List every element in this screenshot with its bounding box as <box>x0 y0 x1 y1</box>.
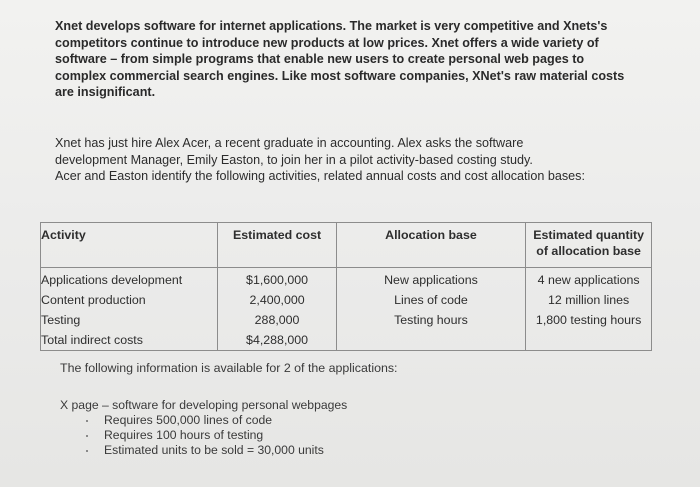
quantity-cell: 12 million lines <box>547 293 630 307</box>
cost-column <box>218 268 336 351</box>
base-cell: New applications <box>384 273 478 287</box>
activity-cell: Content production <box>41 293 146 307</box>
xpage-list <box>86 413 324 458</box>
cost-cell: 2,400,000 <box>249 293 305 307</box>
header-allocation-base: Allocation base <box>336 223 526 268</box>
list-item-text: Requires 100 hours of testing <box>104 428 264 442</box>
xpage-title: X page – software for developing personal webpages <box>60 398 348 412</box>
bullet-icon <box>86 435 88 437</box>
activity-table <box>40 222 652 351</box>
cost-cell: $1,600,000 <box>246 273 309 287</box>
quantity-column <box>526 268 652 351</box>
quantity-cell: 4 new applications <box>537 273 640 287</box>
info-intro: The following information is available for 2 of the applications: <box>60 361 398 375</box>
cost-cell: 288,000 <box>254 313 300 327</box>
header-estimated-quantity: Estimated quantity of allocation base <box>526 223 652 268</box>
text-line: Xnet develops software for internet applications. The market is very competitive and Xnets's <box>55 19 608 33</box>
header-activity: Activity <box>41 223 218 268</box>
table-row <box>41 268 652 351</box>
bullet-icon <box>86 420 88 422</box>
bullet-icon <box>86 450 88 452</box>
list-item <box>86 428 324 443</box>
list-item <box>86 413 324 428</box>
quantity-cell: 1,800 testing hours <box>535 313 642 327</box>
cost-cell: $4,288,000 <box>246 333 309 347</box>
list-item <box>86 443 324 458</box>
text-line: software – from simple programs that enable new users to create personal web pages to <box>55 52 585 67</box>
text-line: Xnet has just hire Alex Acer, a recent graduate in accounting. Alex asks the software <box>55 136 524 150</box>
text-line: Acer and Easton identify the following activities, related annual costs and cost allocation bases: <box>55 169 585 184</box>
text-line: development Manager, Emily Easton, to join her in a pilot activity-based costing study. <box>55 152 533 167</box>
activity-cell: Total indirect costs <box>41 333 143 347</box>
list-item-text: Requires 500,000 lines of code <box>104 413 273 427</box>
activity-cell: Testing <box>41 313 81 327</box>
base-cell: Testing hours <box>394 313 468 327</box>
text-line: are insignificant. <box>55 85 156 100</box>
list-item-text: Estimated units to be sold = 30,000 units <box>104 443 324 457</box>
activity-cell: Applications development <box>41 273 183 287</box>
base-column <box>336 268 526 351</box>
activity-column <box>41 268 218 351</box>
intro-paragraph <box>55 18 645 101</box>
header-estimated-cost: Estimated cost <box>218 223 336 268</box>
text-line: competitors continue to introduce new products at low prices. Xnet offers a wide variety of <box>55 35 599 50</box>
hire-paragraph <box>55 135 655 185</box>
table-header-row <box>41 223 652 268</box>
text-line: complex commercial search engines. Like most software companies, XNet's raw material costs <box>55 68 625 83</box>
base-cell: Lines of code <box>394 293 468 307</box>
